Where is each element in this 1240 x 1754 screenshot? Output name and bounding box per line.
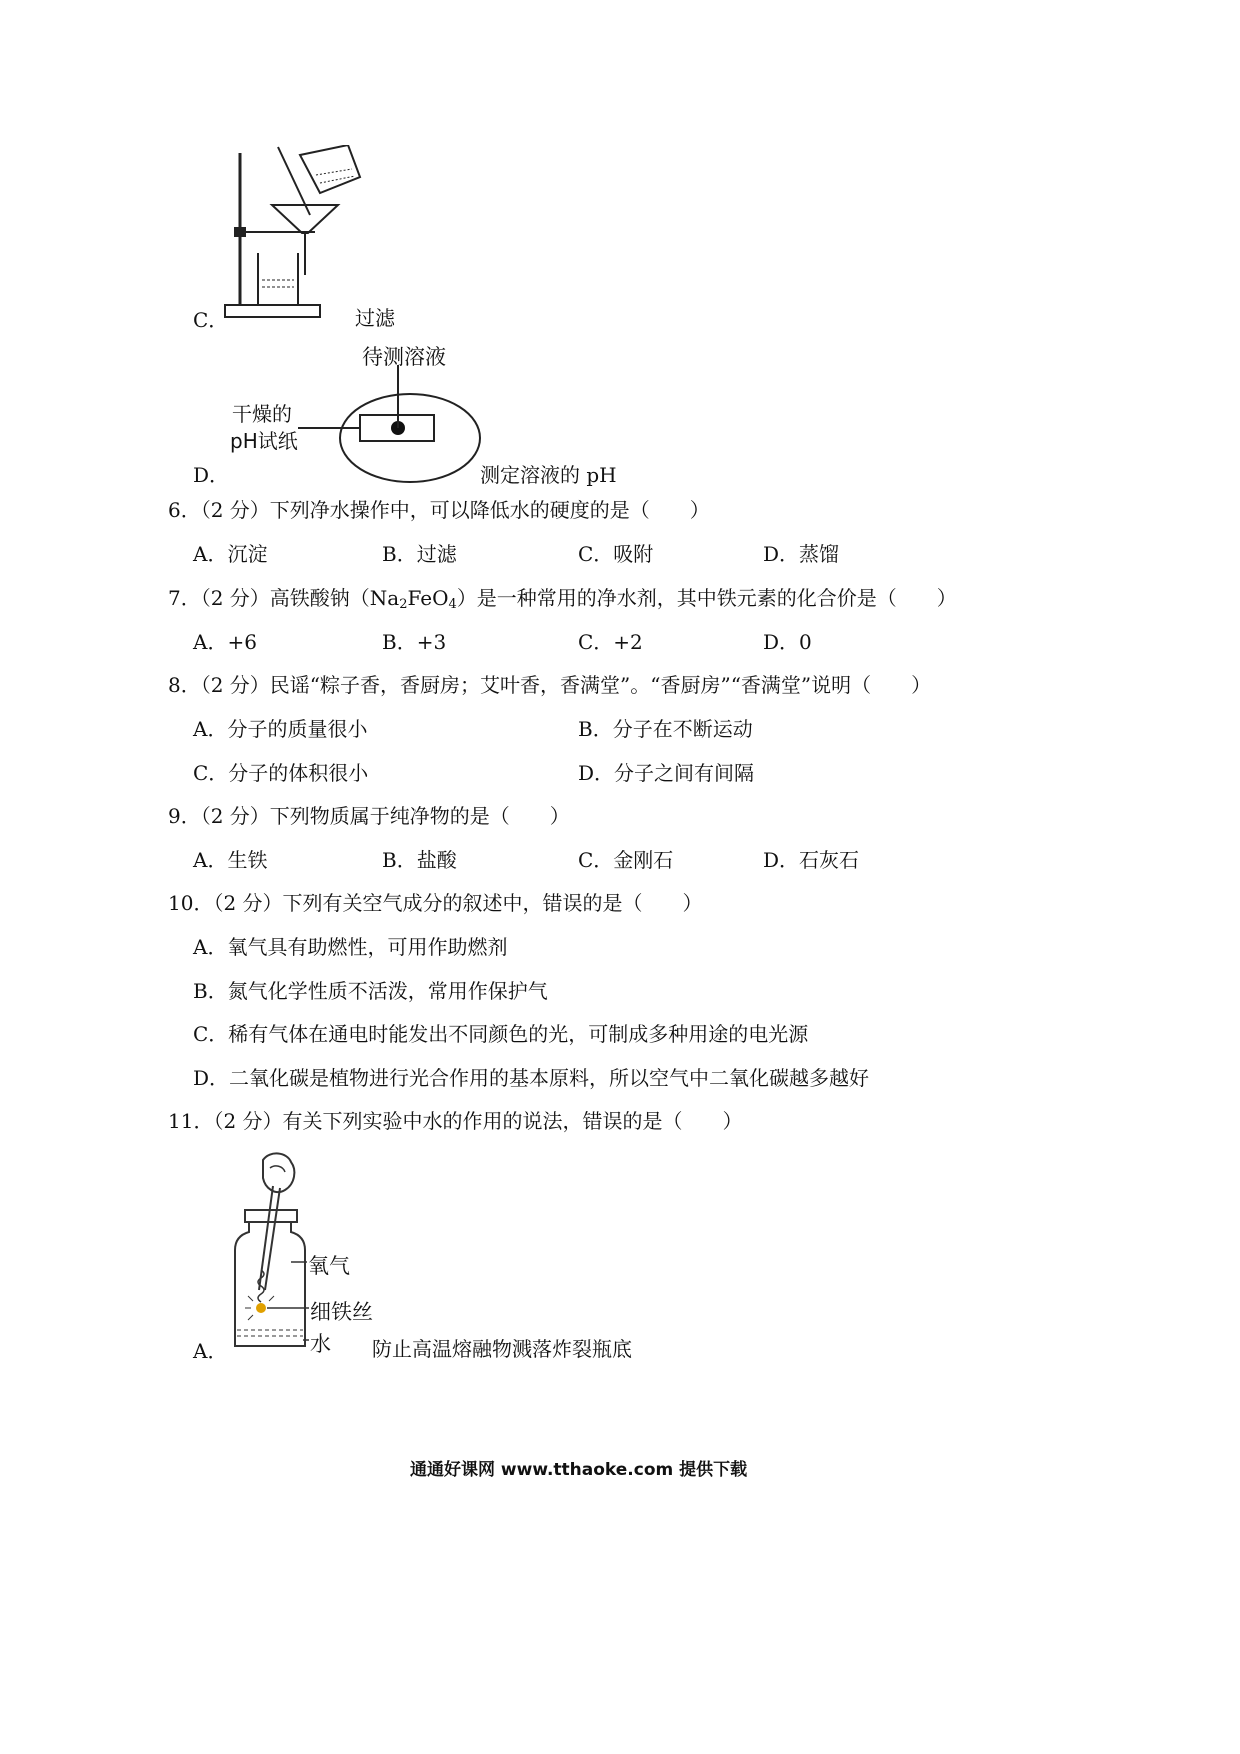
question-9-option-d: D．石灰石 bbox=[763, 848, 860, 872]
question-7-subscript-1: 2 bbox=[399, 597, 408, 612]
question-11-stem: 11．（2 分）有关下列实验中水的作用的说法，错误的是（ ） bbox=[168, 1109, 743, 1133]
question-6-stem: 6．（2 分）下列净水操作中，可以降低水的硬度的是（ ） bbox=[168, 498, 710, 522]
question-7-option-c: C．+2 bbox=[578, 630, 643, 654]
ph-figure-solution-label: 待测溶液 bbox=[362, 345, 446, 369]
question-8-option-a: A．分子的质量很小 bbox=[193, 717, 368, 741]
question-7-option-a: A．+6 bbox=[193, 630, 257, 654]
question-6-option-d: D．蒸馏 bbox=[763, 542, 840, 566]
option-d-caption: 测定溶液的 pH bbox=[480, 463, 617, 487]
question-10-option-b: B．氮气化学性质不活泼，常用作保护气 bbox=[193, 979, 548, 1003]
question-8-option-d: D．分子之间有间隔 bbox=[578, 761, 755, 785]
question-7-option-d: D．0 bbox=[763, 630, 812, 654]
question-10-option-a: A．氧气具有助燃性，可用作助燃剂 bbox=[193, 935, 508, 959]
question-7-option-b: B．+3 bbox=[382, 630, 447, 654]
question-7-stem-suffix: ）是一种常用的净水剂，其中铁元素的化合价是（ ） bbox=[456, 586, 957, 610]
option-d-letter: D． bbox=[193, 463, 230, 487]
question-7-stem bbox=[168, 582, 957, 612]
question-6-option-c: C．吸附 bbox=[578, 542, 654, 566]
ph-figure-paper-label-line1: 干燥的 bbox=[232, 402, 292, 426]
question-8-option-b: B．分子在不断运动 bbox=[578, 717, 753, 741]
question-6-option-a: A．沉淀 bbox=[193, 542, 268, 566]
question-8-stem: 8．（2 分）民谣“粽子香，香厨房；艾叶香，香满堂”。“香厨房”“香满堂”说明（ ） bbox=[168, 673, 932, 697]
question-7-subscript-2: 4 bbox=[448, 597, 457, 612]
question-11-option-a-letter: A． bbox=[193, 1339, 228, 1363]
page-footer: 通通好课网 www.tthaoke.com 提供下载 bbox=[410, 1460, 748, 1480]
question-9-stem: 9．（2 分）下列物质属于纯净物的是（ ） bbox=[168, 804, 570, 828]
question-10-stem: 10．（2 分）下列有关空气成分的叙述中，错误的是（ ） bbox=[168, 891, 703, 915]
question-10-option-d: D．二氧化碳是植物进行光合作用的基本原料，所以空气中二氧化碳越多越好 bbox=[193, 1066, 870, 1090]
question-7-stem-prefix: 7．（2 分）高铁酸钠（Na bbox=[168, 586, 400, 610]
figure-label-water: 水 bbox=[310, 1332, 331, 1356]
question-11-option-a-caption: 防止高温熔融物溅落炸裂瓶底 bbox=[372, 1337, 632, 1361]
option-c-letter: C． bbox=[193, 308, 229, 332]
question-9-option-a: A．生铁 bbox=[193, 848, 268, 872]
figure-label-oxygen: 氧气 bbox=[308, 1254, 350, 1278]
ph-figure-paper-label-line2: pH试纸 bbox=[230, 429, 298, 453]
question-10-option-c: C．稀有气体在通电时能发出不同颜色的光，可制成多种用途的电光源 bbox=[193, 1022, 809, 1046]
question-6-option-b: B．过滤 bbox=[382, 542, 457, 566]
option-c-caption: 过滤 bbox=[355, 306, 395, 330]
figure-label-iron-wire: 细铁丝 bbox=[310, 1300, 373, 1324]
question-9-option-b: B．盐酸 bbox=[382, 848, 457, 872]
filtration-apparatus-figure bbox=[220, 145, 380, 325]
question-9-option-c: C．金刚石 bbox=[578, 848, 674, 872]
question-8-option-c: C．分子的体积很小 bbox=[193, 761, 369, 785]
question-7-stem-mid: FeO bbox=[407, 586, 449, 610]
